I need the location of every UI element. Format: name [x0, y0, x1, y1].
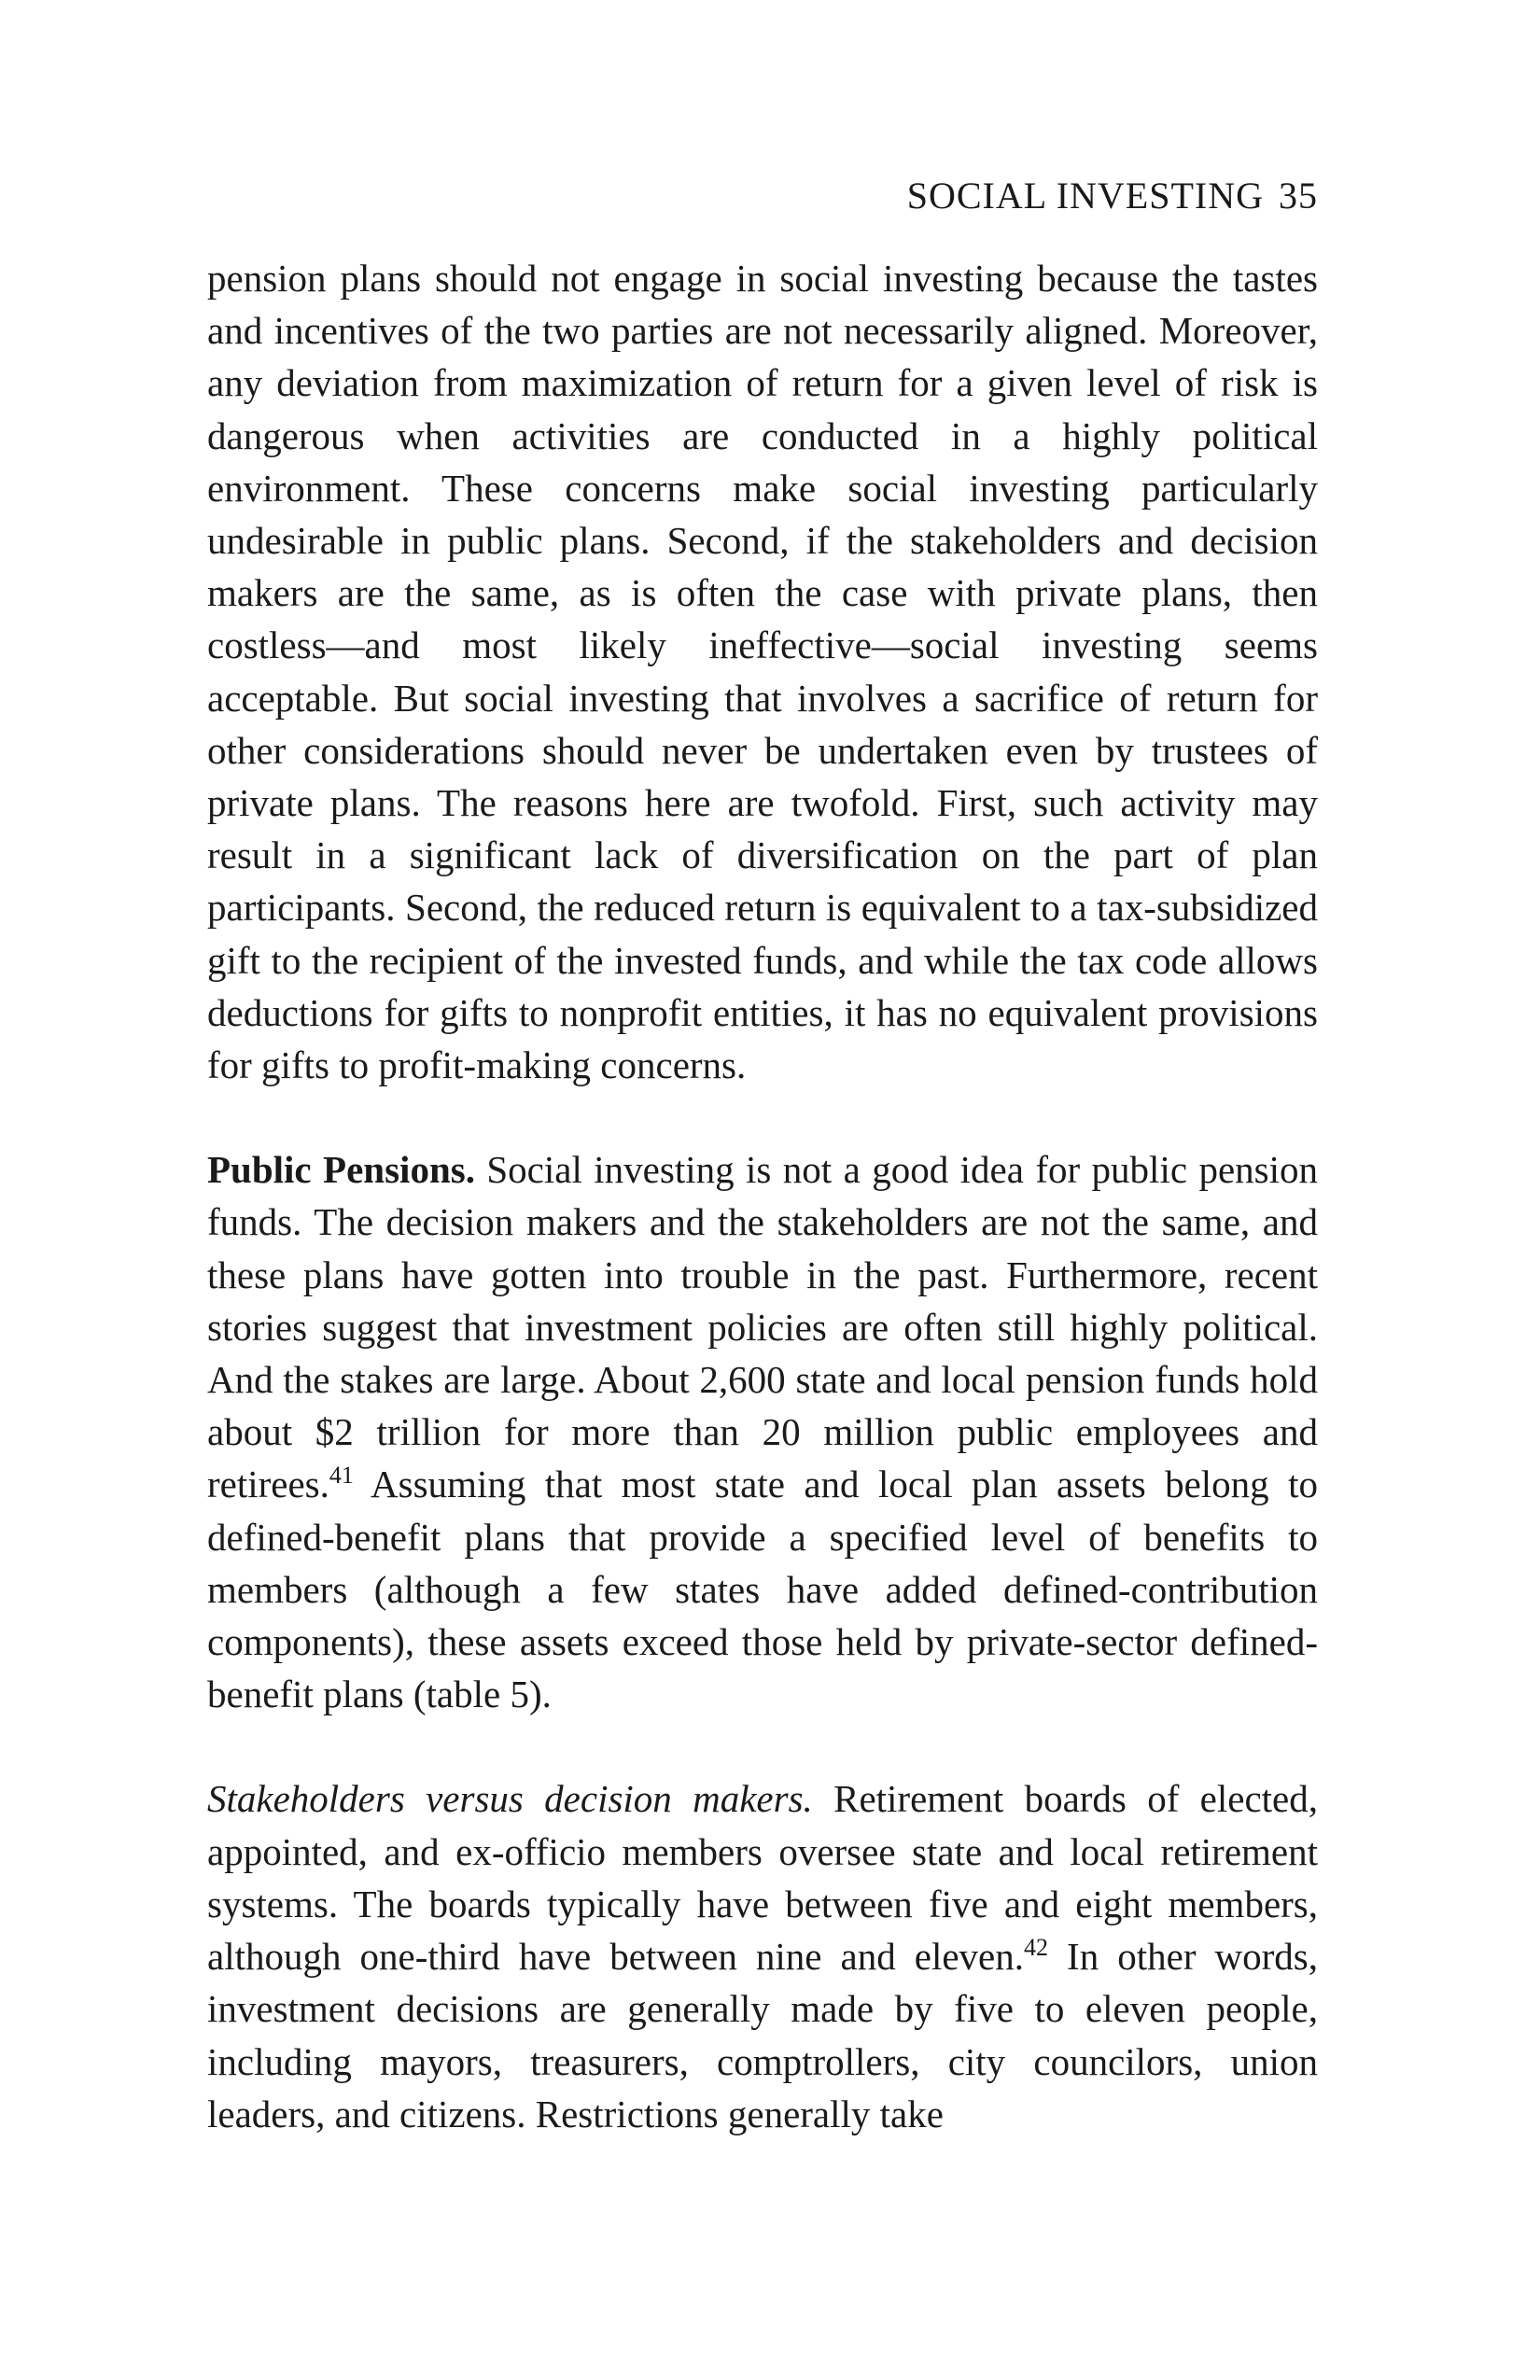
section-heading-public-pensions: Public Pensions. [207, 1148, 475, 1192]
paragraph-continuation: pension plans should not engage in social investing because the tastes and incentives of the two parties are not necessarily aligned. Moreover, any deviation from maximization of return for a given level of risk is dangerous when activities are conducted in a highly political environment. These concerns make social investing particularly undesirable in public plans. Second, if the stakeholders and decision makers are the same, as is often the case with private plans, then costless—and most likely ineffective—social investing seems acceptable. But social investing that involves a sacrifice of return for other considerations should never be undertaken even by trustees of private plans. The reasons here are twofold. First, such activity may result in a significant lack of diversification on the part of plan participants. Second, the reduced return is equivalent to a tax-subsidized gift to the recipient of the invested funds, and while the tax code allows deductions for gifts to nonprofit entities, it has no equivalent provisions for gifts to profit-making concerns. [207, 257, 1318, 1087]
running-header [207, 177, 1318, 215]
paragraph-text: Social investing is not a good idea for public pension funds. The decision makers and the stakeholders are not the same, and these plans have gotten into trouble in the past. Furthermore, recent stories suggest that investment policies are often still highly political. And the stakes are large. About 2,600 state and local pension funds hold about $2 trillion for more than 20 million public employees and retirees. [207, 1148, 1318, 1506]
paragraph-text: Retirement boards of elected, appointed, and ex-officio members oversee state and local retirement systems. The boards typically have between five and eight members, although one-third have between nine and eleven. [207, 1777, 1318, 1979]
footnote-ref-42: 42 [1024, 1934, 1049, 1962]
subsection-heading-stakeholders: Stakeholders versus decision makers. [207, 1777, 813, 1821]
paragraph-stakeholders [207, 1772, 1318, 2139]
paragraph-text: In other words, investment decisions are generally made by five to eleven people, including mayors, treasurers, comptrollers, city councilors, union leaders, and citizens. Restrictions generally take [207, 1935, 1318, 2135]
page-number: 35 [1279, 175, 1318, 217]
running-title: SOCIAL INVESTING [906, 175, 1264, 217]
book-page [207, 177, 1318, 2140]
paragraph-text: Assuming that most state and local plan assets belong to defined-benefit plans that provide a specified level of benefits to members (although a few states have added defined-contribution components), these assets exceed those held by private-sector defined-benefit plans (table 5). [207, 1463, 1318, 1716]
paragraph-public-pensions [207, 1143, 1318, 1720]
footnote-ref-41: 41 [329, 1462, 354, 1490]
